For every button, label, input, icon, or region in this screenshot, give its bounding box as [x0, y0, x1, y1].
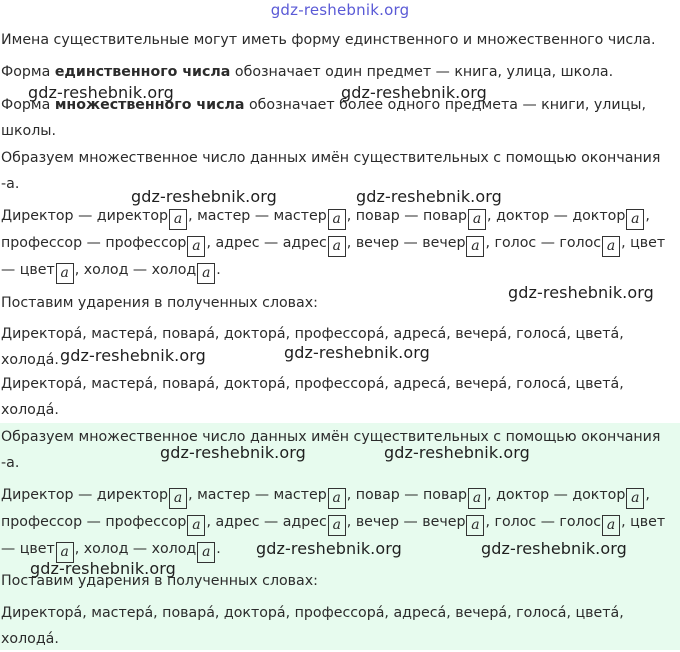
watermark: gdz-reshebnik.org — [131, 187, 277, 206]
word-pair: голос — голос а — [495, 235, 622, 251]
ending-box: а — [626, 488, 644, 509]
stressed-words: Директора́, мастера́, повара́, доктора́, профессора́, адреса́, вечера́, голоса́, цвета́, холода́. — [1, 326, 624, 368]
watermark: gdz-reshebnik.org — [160, 443, 306, 462]
watermark: gdz-reshebnik.org — [30, 559, 176, 578]
word-pair: профессор — профессор а — [1, 514, 206, 530]
ending-box: а — [466, 236, 484, 257]
plural-stem: холод — [151, 541, 197, 557]
task-text: Образуем множественное число данных имён существительных с помощью окончания -а. — [1, 150, 661, 192]
word-pair: цвет — цвет а — [1, 514, 665, 557]
word-pair: адрес — адрес а — [215, 514, 346, 530]
base-word: цвет — [630, 514, 666, 530]
plural-stem: холод — [151, 262, 197, 278]
ending-box: а — [169, 209, 187, 230]
watermark: gdz-reshebnik.org — [28, 83, 174, 102]
base-word: профессор — [1, 235, 83, 251]
word-pair: мастер — мастер а — [197, 487, 347, 503]
base-word: Директор — [1, 487, 74, 503]
base-word: повар — [355, 208, 400, 224]
stressed-words-repeat: Директора́, мастера́, повара́, доктора́, профессора́, адреса́, вечера́, голоса́, цвета́, холода́. — [1, 376, 624, 418]
ending-box: а — [197, 263, 215, 284]
word-pair: вечер — вечер а — [356, 235, 486, 251]
base-word: мастер — [197, 208, 251, 224]
base-word: доктор — [496, 208, 550, 224]
ending-box: а — [197, 542, 215, 563]
base-word: адрес — [215, 514, 260, 530]
rule-plural: Форма множественного числа обозначает более одного предмета — книги, улицы, школы. — [1, 97, 646, 139]
plural-stem: адрес — [282, 235, 327, 251]
stress-heading: Поставим ударения в полученных словах: — [1, 295, 318, 311]
base-word: Директор — [1, 208, 74, 224]
ending-box: а — [626, 209, 644, 230]
watermark: gdz-reshebnik.org — [384, 443, 530, 462]
plural-stem: доктор — [572, 208, 626, 224]
watermark: gdz-reshebnik.org — [356, 187, 502, 206]
ending-box: а — [328, 515, 346, 536]
plural-stem: вечер — [422, 514, 466, 530]
answer-stressed-words: Директора́, мастера́, повара́, доктора́, профессора́, адреса́, вечера́, голоса́, цвета́, холода́. — [1, 605, 624, 647]
ending-box: а — [328, 209, 346, 230]
word-pair: холод — холод а — [84, 541, 217, 557]
base-word: голос — [494, 235, 537, 251]
base-word: холод — [83, 262, 129, 278]
plural-stem: цвет — [19, 541, 55, 557]
base-word: повар — [355, 487, 400, 503]
ending-box: а — [187, 515, 205, 536]
word-pair: доктор — доктор а — [496, 208, 645, 224]
ending-box: а — [328, 488, 346, 509]
base-word: вечер — [355, 235, 400, 251]
word-pair: холод — холод а — [84, 262, 217, 278]
word-pair: вечер — вечер а — [356, 514, 486, 530]
ending-box: а — [602, 515, 620, 536]
plural-stem: мастер — [273, 487, 327, 503]
word-pair: профессор — профессор а — [1, 235, 206, 251]
base-word: холод — [83, 541, 129, 557]
plural-stem: цвет — [19, 262, 55, 278]
plural-stem: адрес — [282, 514, 327, 530]
word-pair: Директор — директор а — [1, 487, 188, 503]
ending-box: а — [466, 515, 484, 536]
word-pair: повар — повар а — [356, 487, 487, 503]
ending-box: а — [328, 236, 346, 257]
answer-stress-heading: Поставим ударения в полученных словах: — [1, 573, 318, 589]
plural-stem: голос — [559, 235, 602, 251]
plural-stem: вечер — [422, 235, 466, 251]
rule-singular: Форма единственного числа обозначает один предмет — книга, улица, школа. — [1, 64, 614, 80]
plural-stem: повар — [423, 487, 468, 503]
base-word: цвет — [630, 235, 666, 251]
watermark: gdz-reshebnik.org — [341, 83, 487, 102]
word-pair: повар — повар а — [356, 208, 487, 224]
plural-stem: голос — [559, 514, 602, 530]
plural-stem: директор — [96, 487, 169, 503]
base-word: вечер — [355, 514, 400, 530]
plural-stem: мастер — [273, 208, 327, 224]
word-pair: цвет — цвет а — [1, 235, 665, 278]
plural-stem: доктор — [572, 487, 626, 503]
ending-box: а — [169, 488, 187, 509]
plural-stem: повар — [423, 208, 468, 224]
answer-task-text: Образуем множественное число данных имён существительных с помощью окончания -а. — [1, 429, 661, 471]
ending-box: а — [468, 209, 486, 230]
watermark-top: gdz-reshebnik.org — [270, 1, 410, 19]
ending-box: а — [187, 236, 205, 257]
rule-intro: Имена существительные могут иметь форму единственного и множественного числа. — [1, 32, 656, 48]
watermark: gdz-reshebnik.org — [481, 539, 627, 558]
word-pair: адрес — адрес а — [215, 235, 346, 251]
plural-stem: профессор — [105, 235, 187, 251]
word-pair: мастер — мастер а — [197, 208, 347, 224]
word-pair: Директор — директор а — [1, 208, 188, 224]
ending-box: а — [56, 263, 74, 284]
base-word: адрес — [215, 235, 260, 251]
base-word: доктор — [496, 487, 550, 503]
answer-pairs-block: Директор — директор а , мастер — мастер а , повар — повар а , доктор — доктор а , профессор — профессор а , адрес — адрес а , вечер — вечер а , голос — голос а , цвет — цвет а , холод — холод а . — [1, 482, 677, 563]
base-word: голос — [494, 514, 537, 530]
watermark: gdz-reshebnik.org — [256, 539, 402, 558]
watermark: gdz-reshebnik.org — [508, 283, 654, 302]
plural-stem: директор — [96, 208, 169, 224]
pairs-block: Директор — директор а , мастер — мастер а , повар — повар а , доктор — доктор а , профессор — профессор а , адрес — адрес а , вечер — вечер а , голос — голос а , цвет — цвет а , холод — холод а . — [1, 203, 677, 284]
word-pair: голос — голос а — [495, 514, 622, 530]
watermark: gdz-reshebnik.org — [284, 343, 430, 362]
base-word: профессор — [1, 514, 83, 530]
base-word: мастер — [197, 487, 251, 503]
watermark: gdz-reshebnik.org — [60, 346, 206, 365]
plural-stem: профессор — [105, 514, 187, 530]
ending-box: а — [468, 488, 486, 509]
ending-box: а — [56, 542, 74, 563]
word-pair: доктор — доктор а — [496, 487, 645, 503]
ending-box: а — [602, 236, 620, 257]
